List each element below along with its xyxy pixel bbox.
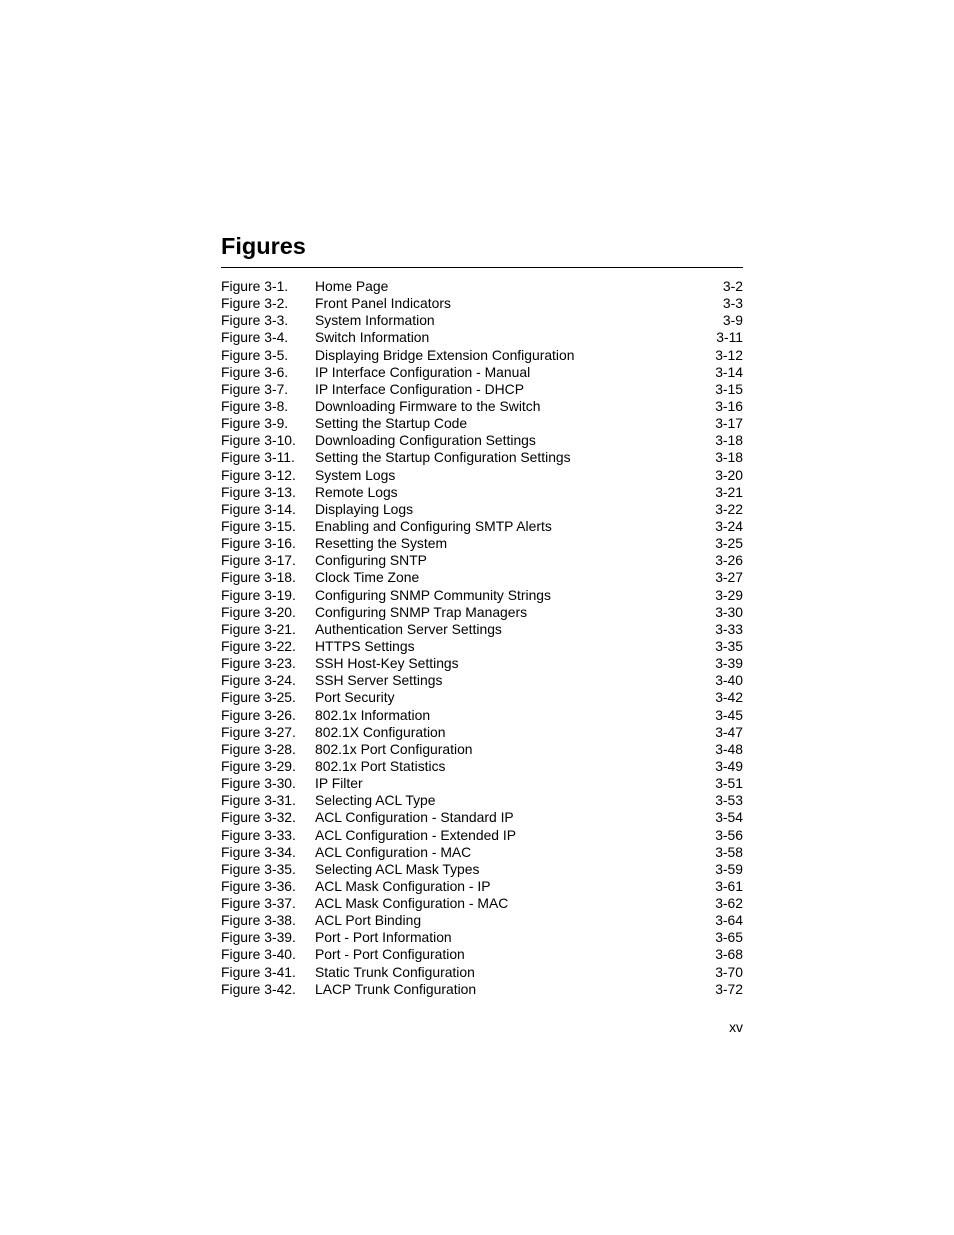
- figure-title: ACL Port Binding: [315, 912, 422, 929]
- figure-page-ref: 3-45: [715, 706, 743, 723]
- page-title: Figures: [221, 233, 306, 259]
- figure-number: Figure 3-16.: [221, 535, 296, 552]
- figure-page-ref: 3-40: [715, 672, 743, 689]
- figure-entry[interactable]: [221, 518, 743, 535]
- figure-page-ref: 3-68: [715, 946, 743, 963]
- figure-page-ref: 3-59: [715, 860, 743, 877]
- figure-page-ref: 3-47: [715, 723, 743, 740]
- figure-entry[interactable]: [221, 604, 743, 621]
- figure-entry[interactable]: [221, 964, 743, 981]
- figure-title: IP Interface Configuration - DHCP: [315, 380, 524, 397]
- figure-page-ref: 3-26: [715, 552, 743, 569]
- figure-title: Authentication Server Settings: [315, 620, 502, 637]
- figure-page-ref: 3-14: [715, 363, 743, 380]
- figure-number: Figure 3-22.: [221, 637, 296, 654]
- figure-entry[interactable]: [221, 552, 743, 569]
- figure-entry[interactable]: [221, 707, 743, 724]
- figure-title: Home Page: [315, 278, 389, 294]
- figure-number: Figure 3-24.: [221, 672, 296, 689]
- figure-list: [221, 278, 743, 998]
- figure-page-ref: 3-15: [715, 380, 743, 397]
- figure-title: IP Filter: [315, 775, 363, 792]
- figure-page-ref: 3-18: [715, 432, 743, 449]
- figure-number: Figure 3-5.: [221, 346, 289, 363]
- figure-page-ref: 3-53: [715, 792, 743, 809]
- figure-title: 802.1X Configuration: [315, 723, 446, 740]
- figure-page-ref: 3-58: [715, 843, 743, 860]
- figure-number: Figure 3-8.: [221, 397, 289, 414]
- figure-number: Figure 3-13.: [221, 483, 296, 500]
- figure-title: Enabling and Configuring SMTP Alerts: [315, 517, 552, 534]
- figure-entry[interactable]: [221, 278, 743, 295]
- figure-title: 802.1x Port Statistics: [315, 757, 446, 774]
- figure-title: Port - Port Configuration: [315, 946, 465, 963]
- figure-number: Figure 3-34.: [221, 843, 296, 860]
- figure-title: Selecting ACL Mask Types: [315, 860, 480, 877]
- figure-number: Figure 3-1.: [221, 278, 289, 294]
- figure-title: HTTPS Settings: [315, 637, 415, 654]
- figure-number: Figure 3-39.: [221, 929, 296, 946]
- figure-entry[interactable]: [221, 946, 743, 963]
- figure-title: Port Security: [315, 689, 395, 706]
- figure-number: Figure 3-30.: [221, 775, 296, 792]
- figure-title: Downloading Configuration Settings: [315, 432, 536, 449]
- figure-number: Figure 3-6.: [221, 363, 289, 380]
- figure-entry[interactable]: [221, 535, 743, 552]
- figure-page-ref: 3-24: [715, 517, 743, 534]
- figure-entry[interactable]: [221, 569, 743, 586]
- figure-page-ref: 3-62: [715, 895, 743, 912]
- figure-entry[interactable]: [221, 364, 743, 381]
- figure-page-ref: 3-56: [715, 826, 743, 843]
- figure-title: Clock Time Zone: [315, 569, 420, 586]
- figure-entry[interactable]: [221, 912, 743, 929]
- figure-number: Figure 3-25.: [221, 689, 296, 706]
- figure-entry[interactable]: [221, 827, 743, 844]
- figure-entry[interactable]: [221, 449, 743, 466]
- figure-page-ref: 3-33: [715, 620, 743, 637]
- figure-page-ref: 3-64: [715, 912, 743, 929]
- figure-entry[interactable]: [221, 347, 743, 364]
- figure-number: Figure 3-33.: [221, 826, 296, 843]
- figure-title: Front Panel Indicators: [315, 295, 451, 312]
- figure-entry[interactable]: [221, 432, 743, 449]
- figure-title: System Information: [315, 312, 435, 329]
- figure-page-ref: 3-20: [715, 466, 743, 483]
- figure-number: Figure 3-7.: [221, 380, 289, 397]
- figure-number: Figure 3-18.: [221, 569, 296, 586]
- figure-page-ref: 3-35: [715, 637, 743, 654]
- figure-title: Selecting ACL Type: [315, 792, 436, 809]
- title-divider: [221, 267, 743, 268]
- figure-page-ref: 3-9: [722, 312, 743, 329]
- figure-entry[interactable]: [221, 689, 743, 706]
- figure-number: Figure 3-37.: [221, 895, 296, 912]
- figure-entry[interactable]: [221, 672, 743, 689]
- figure-title: 802.1x Information: [315, 706, 431, 723]
- figure-title: Switch Information: [315, 329, 430, 346]
- figure-page-ref: 3-12: [715, 346, 743, 363]
- figure-page-ref: 3-22: [715, 500, 743, 517]
- figure-number: Figure 3-42.: [221, 980, 296, 997]
- figure-number: Figure 3-11.: [221, 449, 295, 466]
- figure-title: Resetting the System: [315, 535, 448, 552]
- figure-title: ACL Configuration - Extended IP: [315, 826, 517, 843]
- figure-entry[interactable]: [221, 329, 743, 346]
- figure-entry[interactable]: [221, 484, 743, 501]
- figure-page-ref: 3-29: [715, 586, 743, 603]
- figure-title: Downloading Firmware to the Switch: [315, 397, 541, 414]
- figure-number: Figure 3-4.: [221, 329, 289, 346]
- figure-title: SSH Host-Key Settings: [315, 655, 459, 672]
- figure-entry[interactable]: [221, 724, 743, 741]
- figure-page-ref: 3-17: [715, 415, 743, 432]
- figure-number: Figure 3-2.: [221, 295, 289, 312]
- figure-number: Figure 3-40.: [221, 946, 296, 963]
- figure-page-ref: 3-48: [715, 740, 743, 757]
- figure-number: Figure 3-38.: [221, 912, 296, 929]
- figure-number: Figure 3-9.: [221, 415, 289, 432]
- figure-number: Figure 3-21.: [221, 620, 296, 637]
- figure-page-ref: 3-30: [715, 603, 743, 620]
- figure-entry[interactable]: [221, 295, 743, 312]
- figure-page-ref: 3-42: [715, 689, 743, 706]
- figure-title: Port - Port Information: [315, 929, 452, 946]
- figure-entry[interactable]: [221, 929, 743, 946]
- page-number: xv: [729, 1019, 743, 1035]
- figure-entry[interactable]: [221, 398, 743, 415]
- figure-title: ACL Configuration - MAC: [315, 843, 472, 860]
- figure-number: Figure 3-19.: [221, 586, 296, 603]
- figure-entry[interactable]: [221, 621, 743, 638]
- figure-entry[interactable]: [221, 638, 743, 655]
- figure-entry[interactable]: [221, 415, 743, 432]
- figure-title: Displaying Bridge Extension Configuration: [315, 346, 575, 363]
- figure-number: Figure 3-32.: [221, 809, 296, 826]
- figure-number: Figure 3-41.: [221, 963, 296, 980]
- figure-entry[interactable]: [221, 587, 743, 604]
- figure-number: Figure 3-27.: [221, 723, 296, 740]
- figure-entry[interactable]: [221, 844, 743, 861]
- figure-title: ACL Mask Configuration - IP: [315, 877, 491, 894]
- figure-page-ref: 3-2: [722, 278, 743, 294]
- figure-entry[interactable]: [221, 467, 743, 484]
- figure-entry[interactable]: [221, 809, 743, 826]
- figure-page-ref: 3-21: [715, 483, 743, 500]
- figure-page-ref: 3-49: [715, 757, 743, 774]
- figure-page-ref: 3-3: [722, 295, 743, 312]
- figure-entry[interactable]: [221, 981, 743, 998]
- figure-title: LACP Trunk Configuration: [315, 980, 477, 997]
- figure-title: Configuring SNMP Community Strings: [315, 586, 551, 603]
- figure-entry[interactable]: [221, 775, 743, 792]
- figure-entry[interactable]: [221, 381, 743, 398]
- figure-page-ref: 3-25: [715, 535, 743, 552]
- figure-page-ref: 3-54: [715, 809, 743, 826]
- figure-entry[interactable]: [221, 878, 743, 895]
- figure-page-ref: 3-16: [715, 397, 743, 414]
- figure-number: Figure 3-10.: [221, 432, 296, 449]
- figure-title: System Logs: [315, 466, 396, 483]
- figure-page-ref: 3-18: [715, 449, 743, 466]
- figure-number: Figure 3-3.: [221, 312, 289, 329]
- figure-title: ACL Mask Configuration - MAC: [315, 895, 509, 912]
- figure-page-ref: 3-70: [715, 963, 743, 980]
- figure-number: Figure 3-31.: [221, 792, 296, 809]
- figure-title: SSH Server Settings: [315, 672, 443, 689]
- figure-entry[interactable]: [221, 741, 743, 758]
- figure-entry[interactable]: [221, 895, 743, 912]
- figure-title: Configuring SNMP Trap Managers: [315, 603, 528, 620]
- figure-entry[interactable]: [221, 861, 743, 878]
- figure-number: Figure 3-26.: [221, 706, 296, 723]
- figure-title: ACL Configuration - Standard IP: [315, 809, 514, 826]
- figure-entry[interactable]: [221, 758, 743, 775]
- figure-entry[interactable]: [221, 501, 743, 518]
- figure-number: Figure 3-15.: [221, 517, 296, 534]
- figure-page-ref: 3-39: [715, 655, 743, 672]
- figure-title: Setting the Startup Code: [315, 415, 468, 432]
- figure-entry[interactable]: [221, 655, 743, 672]
- figure-number: Figure 3-17.: [221, 552, 296, 569]
- figure-number: Figure 3-14.: [221, 500, 296, 517]
- figure-page-ref: 3-65: [715, 929, 743, 946]
- figure-title: Setting the Startup Configuration Settings: [315, 449, 571, 466]
- figure-number: Figure 3-23.: [221, 655, 296, 672]
- figure-entry[interactable]: [221, 792, 743, 809]
- figure-title: Static Trunk Configuration: [315, 963, 475, 980]
- figure-page-ref: 3-61: [715, 877, 743, 894]
- figure-page-ref: 3-11: [716, 329, 743, 346]
- figure-entry[interactable]: [221, 312, 743, 329]
- figure-title: IP Interface Configuration - Manual: [315, 363, 531, 380]
- figure-page-ref: 3-51: [715, 775, 743, 792]
- figure-title: Displaying Logs: [315, 500, 414, 517]
- figure-page-ref: 3-27: [715, 569, 743, 586]
- figure-number: Figure 3-35.: [221, 860, 296, 877]
- figure-title: Configuring SNTP: [315, 552, 427, 569]
- figure-number: Figure 3-36.: [221, 877, 296, 894]
- figure-number: Figure 3-29.: [221, 757, 296, 774]
- figure-number: Figure 3-12.: [221, 466, 296, 483]
- figure-title: Remote Logs: [315, 483, 398, 500]
- figure-number: Figure 3-20.: [221, 603, 296, 620]
- figure-title: 802.1x Port Configuration: [315, 740, 473, 757]
- figure-number: Figure 3-28.: [221, 740, 296, 757]
- figure-page-ref: 3-72: [715, 980, 743, 997]
